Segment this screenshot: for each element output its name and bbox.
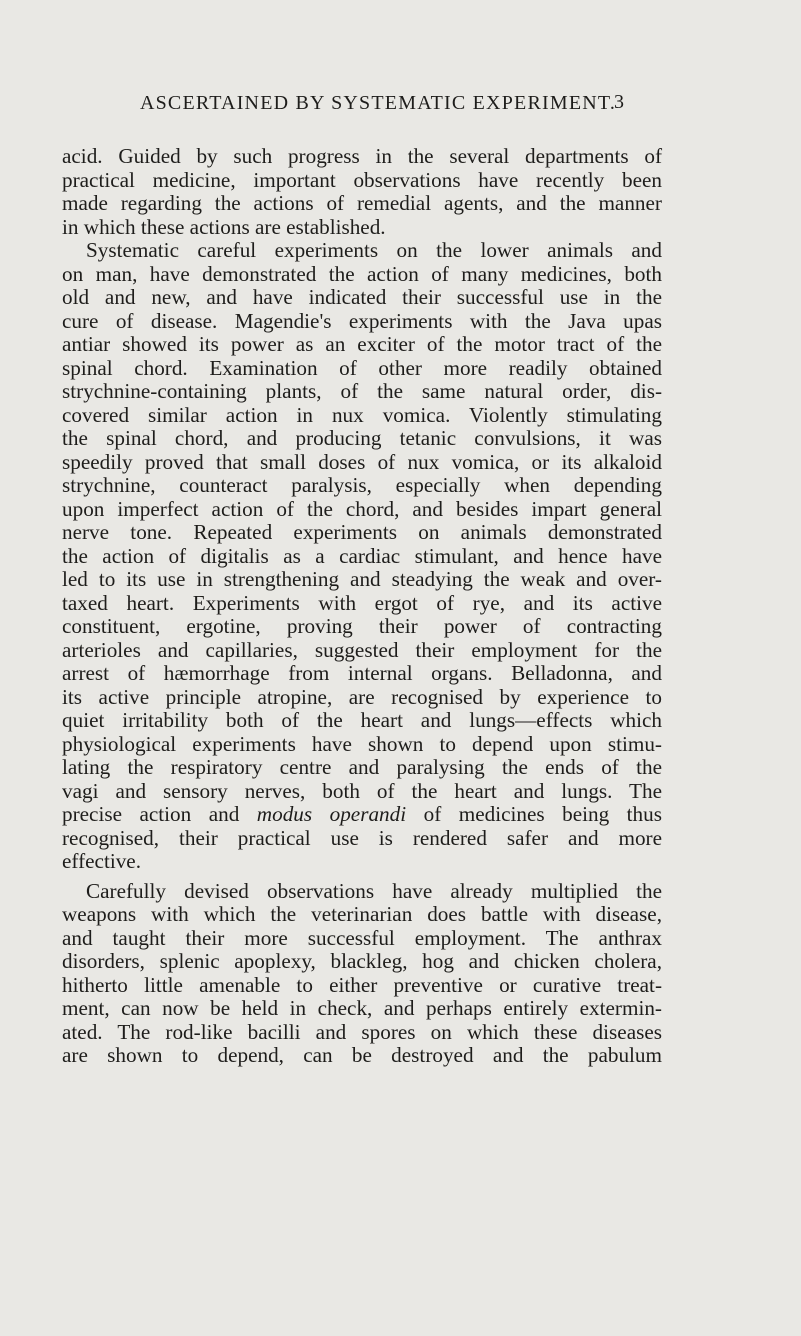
text-line: Systematic careful experiments on the lower animals and bbox=[86, 238, 662, 262]
text-line: constituent, ergotine, proving their power of contracting bbox=[62, 614, 662, 638]
text-line: ated. The rod-like bacilli and spores on which these diseases bbox=[62, 1019, 662, 1044]
paragraph-1 bbox=[62, 145, 662, 239]
text-line: disorders, splenic apoplexy, blackleg, hog and chicken cholera, bbox=[62, 949, 662, 973]
text-segment: precise action and bbox=[62, 802, 257, 826]
text-line: nerve tone. Repeated experiments on animals demonstrated bbox=[62, 520, 662, 544]
text-line: made regarding the actions of remedial agents, and the manner bbox=[62, 191, 662, 215]
text-line-with-italic bbox=[62, 803, 662, 827]
text-line: quiet irritability both of the heart and lungs—effects which bbox=[62, 708, 662, 732]
text-line: ment, can now be held in check, and perhaps entirely extermin- bbox=[62, 996, 662, 1020]
text-line: strychnine-containing plants, of the same natural order, dis- bbox=[62, 379, 662, 403]
text-line: its active principle atropine, are recognised by experience to bbox=[62, 684, 662, 709]
paragraph-2 bbox=[62, 239, 662, 874]
text-line: acid. Guided by such progress in the several departments of bbox=[62, 144, 662, 168]
text-line: strychnine, counteract paralysis, especially when depending bbox=[62, 473, 662, 497]
paragraph-3 bbox=[62, 880, 662, 1068]
text-line: upon imperfect action of the chord, and besides impart general bbox=[62, 496, 662, 521]
text-line: effective. bbox=[62, 849, 142, 873]
text-line: the spinal chord, and producing tetanic convulsions, it was bbox=[62, 426, 662, 450]
page-number: 3 bbox=[614, 91, 624, 113]
text-line: speedily proved that small doses of nux vomica, or its alkaloid bbox=[62, 449, 662, 474]
body-text bbox=[62, 145, 662, 1068]
text-line: in which these actions are established. bbox=[62, 214, 386, 239]
italic-phrase: modus operandi bbox=[256, 802, 407, 826]
text-line: hitherto little amenable to either preventive or curative treat- bbox=[62, 972, 662, 997]
text-line: Carefully devised observations have already multiplied the bbox=[86, 878, 662, 903]
text-line: on man, have demonstrated the action of many medicines, both bbox=[62, 261, 662, 286]
text-line: led to its use in strengthening and steadying the weak and over- bbox=[62, 567, 662, 591]
text-line: covered similar action in nux vomica. Violently stimulating bbox=[62, 402, 662, 427]
text-line: vagi and sensory nerves, both of the heart and lungs. The bbox=[62, 778, 662, 803]
text-line: physiological experiments have shown to depend upon stimu- bbox=[62, 731, 662, 756]
text-line: are shown to depend, can be destroyed and the pabulum bbox=[62, 1043, 662, 1067]
text-line: spinal chord. Examination of other more readily obtained bbox=[62, 355, 662, 380]
running-head: ASCERTAINED BY SYSTEMATIC EXPERIMENT. bbox=[139, 92, 617, 114]
text-line: weapons with which the veterinarian does battle with disease, bbox=[62, 902, 662, 926]
text-line: antiar showed its power as an exciter of the motor tract of the bbox=[62, 332, 662, 356]
text-line: lating the respiratory centre and paralysing the ends of the bbox=[62, 755, 662, 779]
text-line: recognised, their practical use is rendered safer and more bbox=[62, 825, 662, 850]
text-line: arrest of hæmorrhage from internal organs. Belladonna, and bbox=[62, 661, 662, 685]
text-line: cure of disease. Magendie's experiments with the Java upas bbox=[62, 308, 662, 333]
text-line: the action of digitalis as a cardiac stimulant, and hence have bbox=[62, 543, 662, 568]
text-line: taxed heart. Experiments with ergot of rye, and its active bbox=[62, 590, 662, 615]
text-line: and taught their more successful employment. The anthrax bbox=[62, 925, 662, 950]
text-line: arterioles and capillaries, suggested their employment for the bbox=[62, 637, 662, 662]
text-line: practical medicine, important observations have recently been bbox=[62, 167, 662, 192]
text-line: old and new, and have indicated their successful use in the bbox=[62, 285, 662, 309]
text-segment: of medicines being thus bbox=[406, 802, 662, 826]
